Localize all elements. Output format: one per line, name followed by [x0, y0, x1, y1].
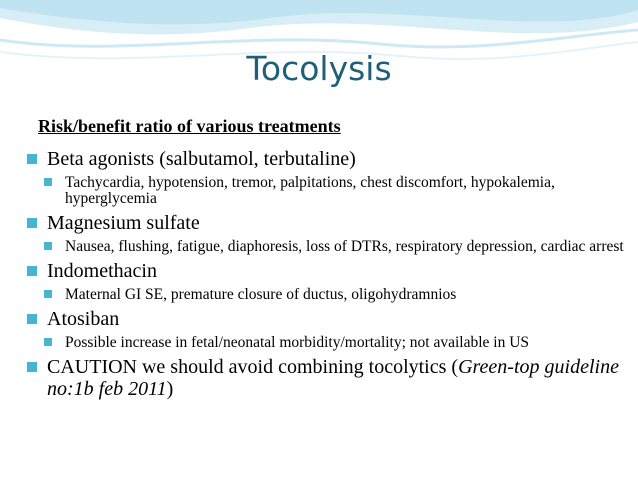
- bullet-atosiban: [24, 308, 624, 330]
- bullet-text: Indomethacin: [47, 260, 157, 282]
- bullet-square-icon: [44, 290, 52, 298]
- guideline-reference: Green-top guideline no:1b feb 2011: [47, 356, 619, 400]
- sub-bullet-text: Tachycardia, hypotension, tremor, palpitations, chest discomfort, hypokalemia, hyperglycemia: [65, 174, 555, 207]
- caution-lead: CAUTION we should avoid combining tocolytics (: [47, 356, 459, 378]
- bullet-text: Atosiban: [47, 308, 120, 330]
- sub-bullet-magnesium-sulfate: [24, 239, 624, 255]
- bullet-beta-agonists: [24, 148, 624, 170]
- bullet-square-icon: [44, 178, 52, 186]
- sub-bullet-beta-agonists: [24, 175, 624, 207]
- slide-title: Tocolysis: [246, 49, 392, 88]
- sub-bullet-text: Nausea, flushing, fatigue, diaphoresis, loss of DTRs, respiratory depression, cardiac arrest: [65, 238, 624, 255]
- bullet-indomethacin: [24, 260, 624, 282]
- bullet-caution: [24, 356, 624, 400]
- sub-bullet-atosiban: [24, 335, 624, 351]
- bullet-square-icon: [44, 338, 52, 346]
- bullet-text: Beta agonists (salbutamol, terbutaline): [47, 148, 356, 170]
- bullet-square-icon: [27, 154, 37, 164]
- sub-bullet-indomethacin: [24, 287, 624, 303]
- bullet-square-icon: [27, 266, 37, 276]
- bullet-square-icon: [27, 362, 37, 372]
- sub-bullet-text: Maternal GI SE, premature closure of ductus, oligohydramnios: [65, 286, 457, 303]
- bullet-list: [24, 148, 624, 405]
- bullet-square-icon: [27, 314, 37, 324]
- slide-subtitle: Risk/benefit ratio of various treatments: [38, 116, 341, 136]
- bullet-text: Magnesium sulfate: [47, 212, 200, 234]
- sub-bullet-text: Possible increase in fetal/neonatal morbidity/mortality; not available in US: [65, 334, 530, 351]
- caution-tail: ): [166, 378, 174, 400]
- bullet-magnesium-sulfate: [24, 212, 624, 234]
- bullet-square-icon: [44, 242, 52, 250]
- bullet-square-icon: [27, 218, 37, 228]
